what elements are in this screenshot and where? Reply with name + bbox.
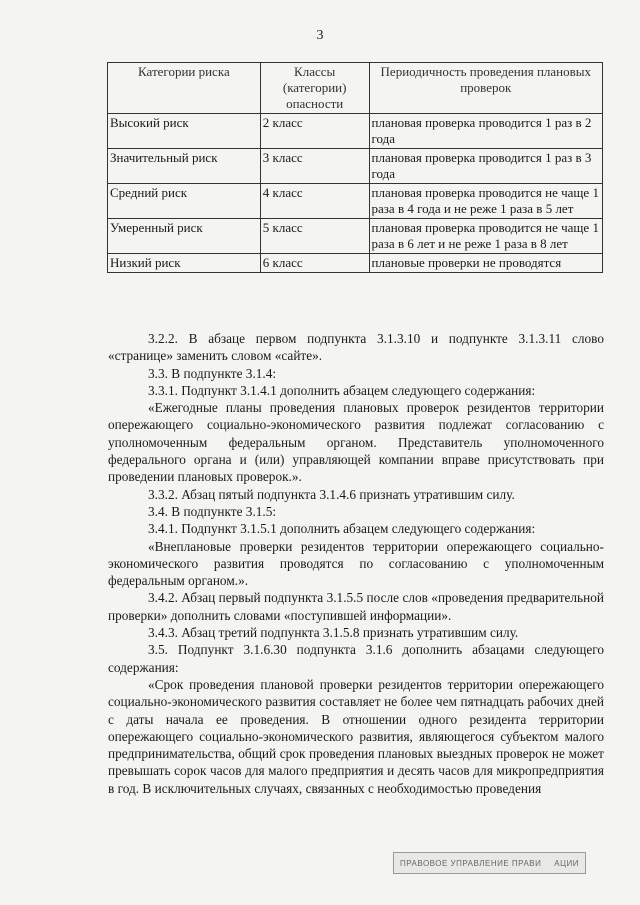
registration-stamp bbox=[393, 852, 586, 874]
table-row bbox=[108, 254, 603, 273]
table-row bbox=[108, 219, 603, 254]
paragraph: 3.5. Подпункт 3.1.6.30 подпункта 3.1.6 дополнить абзацами следующего содержания: bbox=[108, 642, 604, 675]
cell-periodicity: плановая проверка проводится не чаще 1 раза в 6 лет и не реже 1 раза в 8 лет bbox=[369, 219, 602, 254]
paragraph: 3.4.2. Абзац первый подпункта 3.1.5.5 после слов «проведения предварительной проверки» дополнить словами «поступившей информации». bbox=[108, 590, 604, 623]
cell-category: Низкий риск bbox=[108, 254, 261, 273]
stamp-right-text: АЦИИ bbox=[554, 858, 579, 868]
cell-category: Средний риск bbox=[108, 184, 261, 219]
cell-periodicity: плановая проверка проводится 1 раз в 2 года bbox=[369, 114, 602, 149]
risk-table bbox=[107, 62, 603, 273]
stamp-left-text: ПРАВОВОЕ УПРАВЛЕНИЕ ПРАВИ bbox=[400, 858, 542, 868]
header-periodicity: Периодичность проведения плановых проверок bbox=[369, 63, 602, 114]
paragraph: 3.4. В подпункте 3.1.5: bbox=[148, 503, 277, 519]
paragraph: «Ежегодные планы проведения плановых проверок резидентов территории опережающего социально-экономического развития подлежат согласованию с уполномоченным федеральным органом. Представитель уполномоченного федерального органа и (или) управляющей компании вправе присутствовать при проведении плановых проверок.». bbox=[108, 400, 604, 485]
paragraph: 3.3. В подпункте 3.1.4: bbox=[148, 365, 277, 381]
cell-category: Умеренный риск bbox=[108, 219, 261, 254]
cell-class: 2 класс bbox=[260, 114, 369, 149]
cell-periodicity: плановая проверка проводится 1 раз в 3 года bbox=[369, 149, 602, 184]
document-body bbox=[108, 330, 604, 797]
header-hazard-class: Классы (категории) опасности bbox=[260, 63, 369, 114]
page-number: 3 bbox=[316, 28, 324, 43]
paragraph: 3.3.2. Абзац пятый подпункта 3.1.4.6 признать утратившим силу. bbox=[148, 486, 515, 502]
paragraph: 3.4.1. Подпункт 3.1.5.1 дополнить абзацем следующего содержания: bbox=[148, 521, 536, 537]
table-row bbox=[108, 149, 603, 184]
table-row bbox=[108, 114, 603, 149]
table-row bbox=[108, 184, 603, 219]
paragraph: 3.2.2. В абзаце первом подпункта 3.1.3.10 и подпункте 3.1.3.11 слово «странице» заменить словом «сайте». bbox=[108, 331, 604, 364]
cell-class: 3 класс bbox=[260, 149, 369, 184]
paragraph: «Внеплановые проверки резидентов территории опережающего социально-экономического развития проводятся по согласованию с уполномоченным федеральным органом.». bbox=[108, 538, 604, 589]
cell-periodicity: плановая проверка проводится не чаще 1 раза в 4 года и не реже 1 раза в 5 лет bbox=[369, 184, 602, 219]
paragraph: «Срок проведения плановой проверки резидентов территории опережающего социально-экономического развития составляет не более чем пятнадцать рабочих дней с даты начала ее проведения. В отношении одного резидента территории опережающего социально-экономического развития, являющегося субъектом малого предпринимательства, общий срок проведения плановых выездных проверок не может превышать сорок часов для малого предприятия и десять часов для микропредприятия в год. В исключительных случаях, связанных с необходимостью проведения bbox=[108, 676, 604, 796]
cell-class: 6 класс bbox=[260, 254, 369, 273]
cell-category: Высокий риск bbox=[108, 114, 261, 149]
cell-periodicity: плановые проверки не проводятся bbox=[369, 254, 602, 273]
table-header-row bbox=[108, 63, 603, 114]
paragraph: 3.4.3. Абзац третий подпункта 3.1.5.8 признать утратившим силу. bbox=[148, 625, 519, 641]
paragraph: 3.3.1. Подпункт 3.1.4.1 дополнить абзацем следующего содержания: bbox=[148, 382, 536, 398]
cell-class: 5 класс bbox=[260, 219, 369, 254]
header-risk-category: Категории риска bbox=[108, 63, 261, 114]
cell-category: Значительный риск bbox=[108, 149, 261, 184]
cell-class: 4 класс bbox=[260, 184, 369, 219]
